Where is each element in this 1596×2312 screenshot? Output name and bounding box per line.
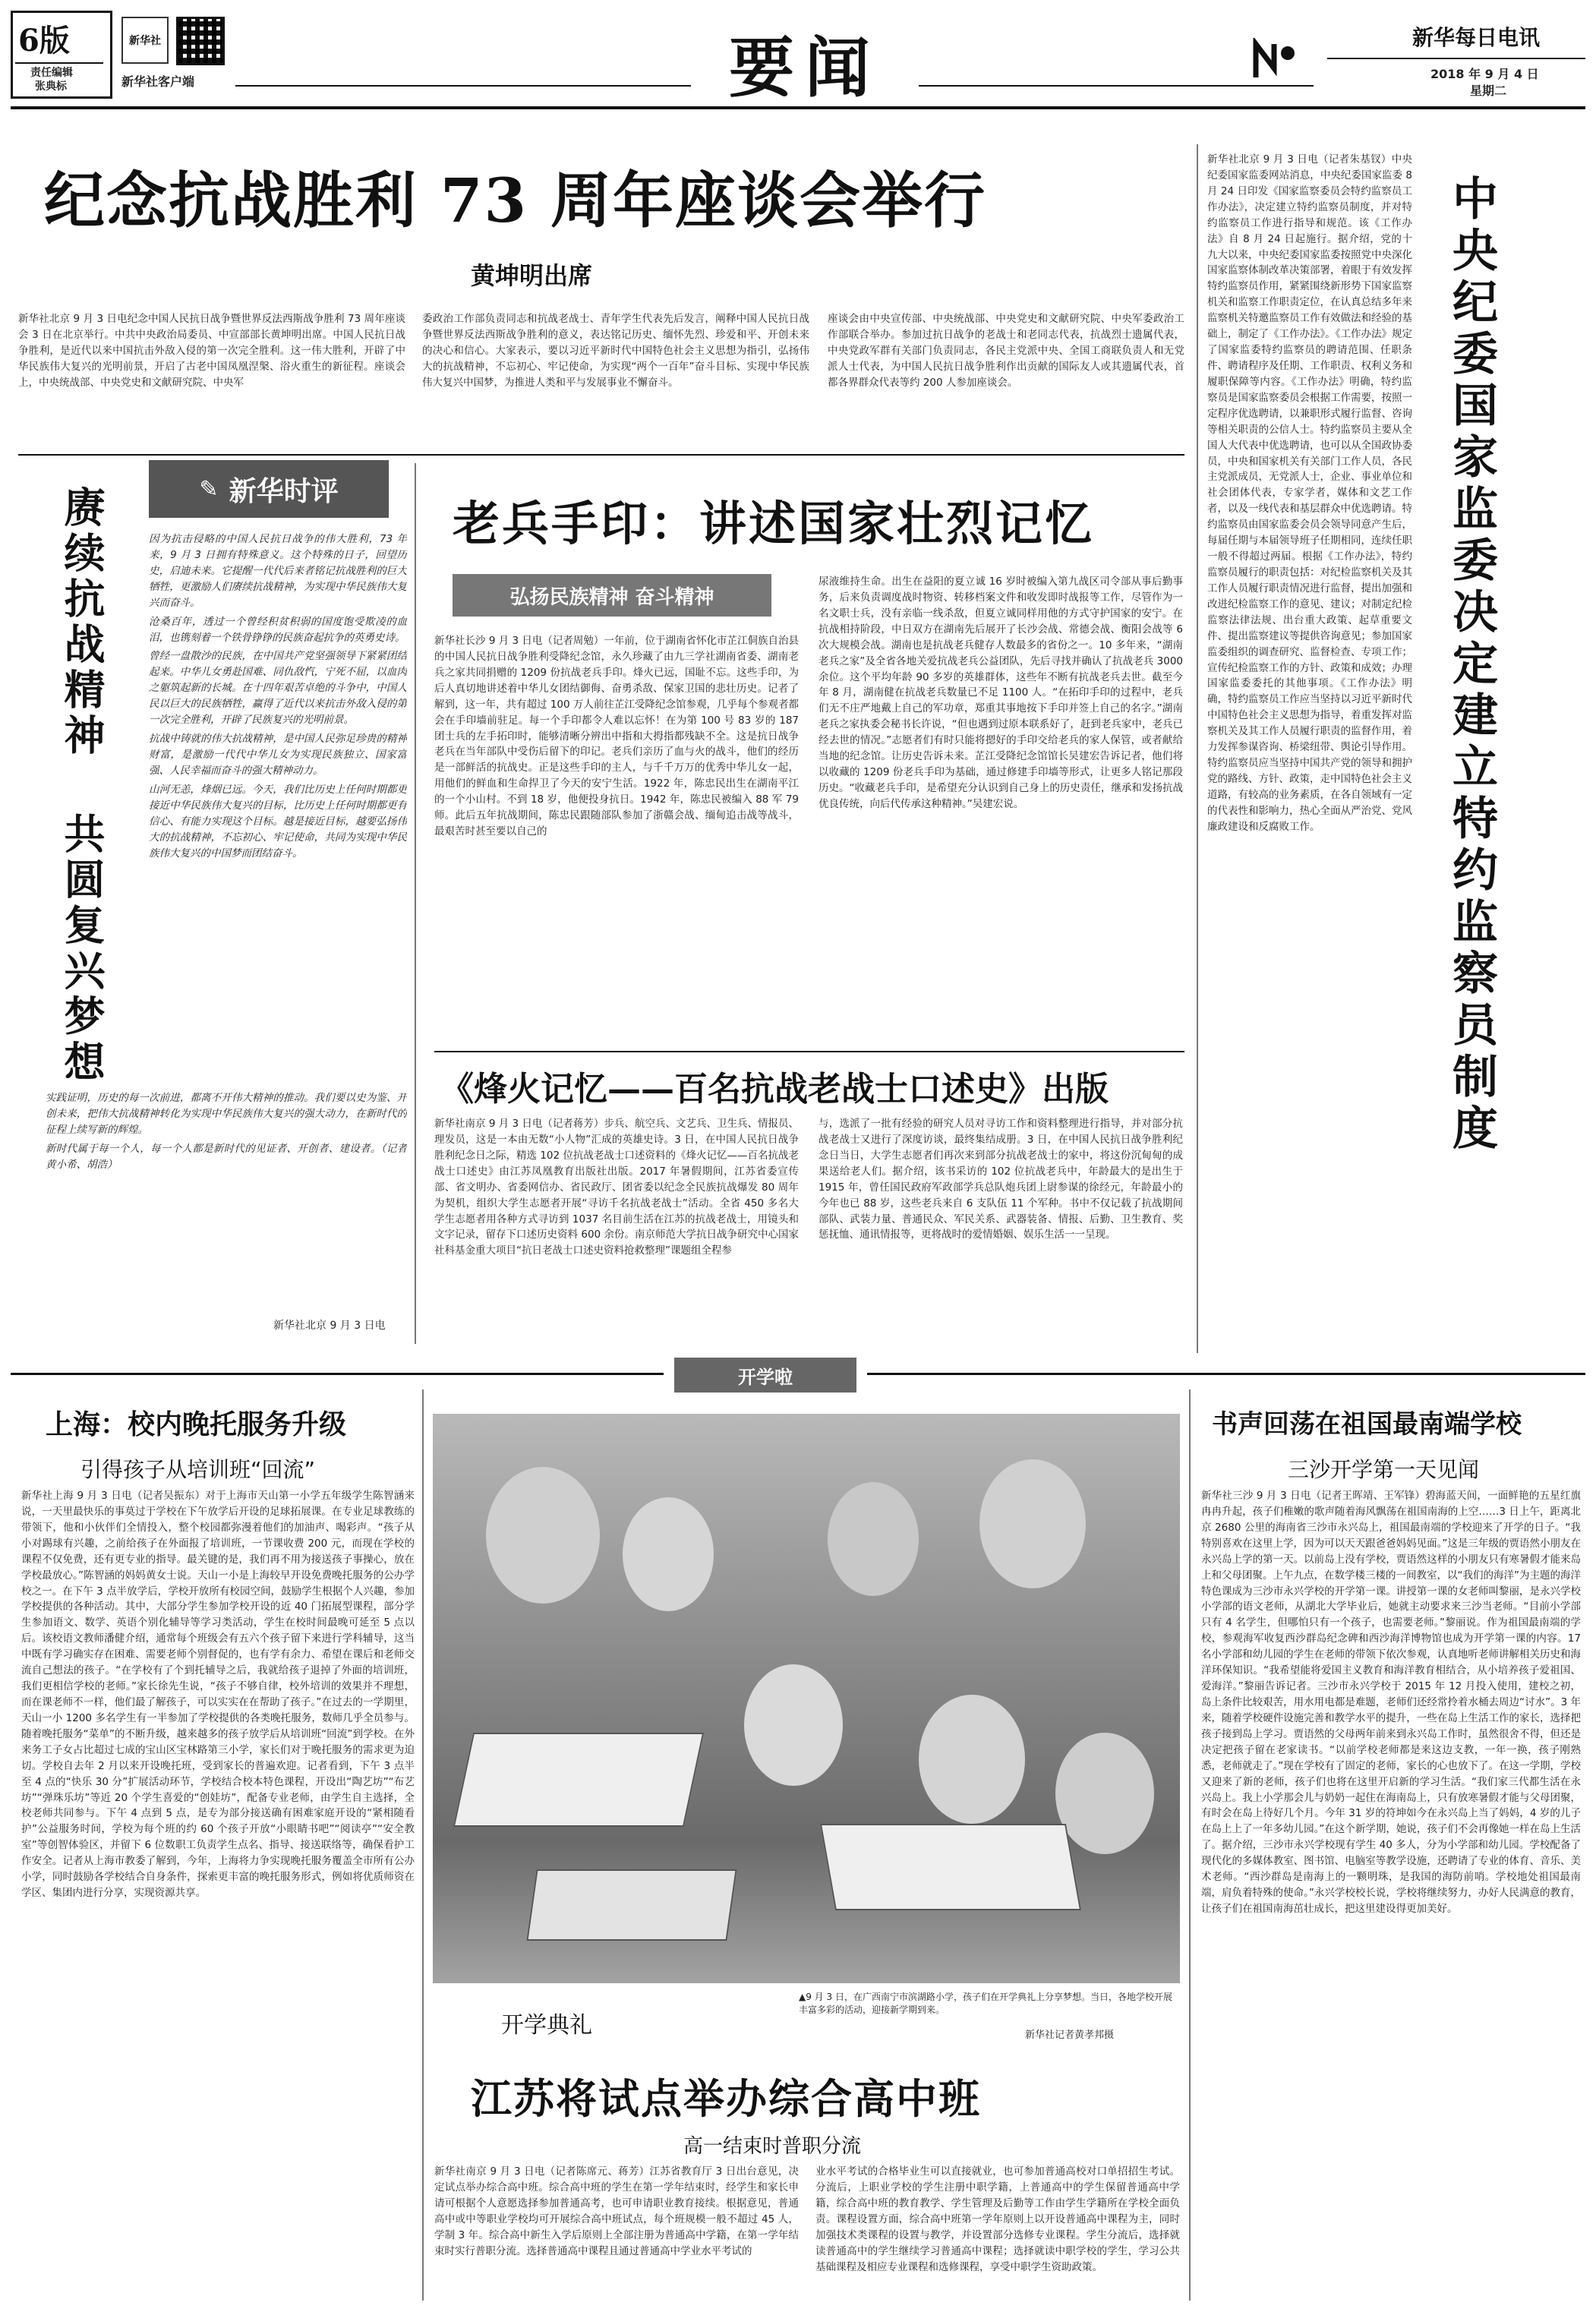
handprint-kicker: [453, 574, 771, 617]
lead-column-3: 座谈会由中央宣传部、中央统战部、中央党史和文献研究院、中央军委政治工作部联合举办。参加过抗日战争的老战士和老同志代表，抗战烈士遗属代表，中央党政军群有关部门负责同志，各民主党派中央、全国工商联负责人和无党派人士代表，为中国人民抗日战争胜利作出贡献的国际友人或其遗属代表，首都各界群众代表等约 200 人参加座谈会。: [828, 313, 1184, 389]
commentary-paragraph: 山河无恙，烽烟已远。今天，我们比历史上任何时期都更接近中华民族伟大复兴的目标，比历史上任何时期都更有信心、有能力实现这个目标。越是接近目标，越要弘扬伟大的抗战精神，不忘初心、牢记使命，共同为实现中华民族伟大复兴的中国梦而团结奋斗。: [149, 783, 407, 860]
shanghai-headline: 上海：校内晚托服务升级: [46, 1409, 347, 1440]
lead-subhead: 黄坤明出席: [471, 261, 593, 290]
photo-credit: 新华社记者黄孝邦摄: [1025, 2030, 1115, 2041]
commentary-paragraph: 实践证明，历史的每一次前进，都离不开伟大精神的推动。我们要以史为鉴、开创未来，把伟大抗战精神转化为实现中华民族伟大复兴的强大动力，在新时代的征程上续写新的辉煌。: [46, 1092, 407, 1136]
paper-boat-model: [526, 1869, 736, 1941]
jiangsu-headline: 江苏将试点举办综合高中班: [471, 2074, 981, 2123]
sansha-subhead: 三沙开学第一天见闻: [1288, 1457, 1480, 1482]
shanghai-body: 新华社上海 9 月 3 日电（记者吴振东）对于上海市天山第一小学五年级学生陈智涵来说，一天里最快乐的事莫过于学校在下午放学后开设的足球拓展课。在专业足球教练的带领下，他和小伙伴们全情投入，整个校园都弥漫着他们的加油声、喝彩声。“孩子从小对踢球有兴趣，之前给孩子在外面报了培训班，一节课收费 200 元，而现在学校的课程不仅免费，还有更专业的指导。最关键的是，我们再不用为接送孩子事操心，放在学校最放心。”陈智涵的妈妈黄女士说。天山一小是上海较早开设免费晚托服务的公办学校之一。在下午 3 点半放学后，学校开放所有校园空间，鼓励学生根据个人兴趣，参加学校提供的各种活动。其中，大部分学生参加学校开设的近 40 门拓展型课程，部分学生参加语文、数学、英语个别化辅导等学习类活动，学生在校时间最晚可延至 5 点以后。该校语文教师潘健介绍，通常每个班级会有五六个孩子留下来进行学科辅导，这当中既有学习确实存在困难、需要老师个别督促的，也有学有余力、希望在课后和老师交流自己想法的孩子。“在学校有了个到托辅导之后，我就给孩子退掉了外面的培训班，我们更相信学校的老师。”家长徐先生说，“孩子不够自律，校外培训的效果并不理想，而在课老师不一样，他们最了解孩子，可以实实在在帮助了孩子。”在过去的一学期里，天山一小 1200 多名学生有一半参加了学校提供的各类晚托服务，数师几乎全员参与。随着晚托服务“菜单”的不断升级，越来越多的孩子放学后从培训班“回流”到学校。在外来务工子女占比超过七成的宝山区宝林路第三小学，家长们对于晚托服务的需求更为迫切。学校自去年 2 月以来开设晚托班，受到家长的普遍欢迎。记者看到，下午 3 点半至 4 点的“快乐 30 分”扩展活动环节，学校结合校本特色课程，开设出“陶艺坊”“布艺坊”“弹珠乐坊”等近 20 个学生喜爱的“创娃坊”，配备专业老师，由学生自主选择，全校老师共同参与。下午 4 点到 5 点，是专为部分接送确有困难家庭开设的“紧相随看护”公益服务时间，学校为每个班的约 60 个孩子开放“小眼睛书吧”“阅读亭”“安全教室”等创智体验区，并留下 6 位数职工负责学生点名、指导、接送联络等，确保看护工作安全。记者从上海市教委了解到，今年，上海将力争实现晚托服务覆盖全市所有公办小学，同时鼓励各学校结合自身条件，探索更丰富的晚托服务形式，例如将优质师资在学区、集团内进行分享，实现资源共享。: [21, 1490, 415, 1900]
supervisor-vertical-title: 中央纪委国家监委决定建立特约监察员制度: [1445, 175, 1498, 1156]
masthead-date-line: [1327, 58, 1585, 59]
shanghai-column-rule: [422, 1389, 424, 2301]
book-column-2: 与，选派了一批有经验的研究人员对寻访工作和资料整理进行指导，并对部分抗战老战士又进行了深度访谈，最终集结成册。3 日，在中国人民抗日战争胜利纪念日当日，大学生志愿者们再次来到部分抗战老战士的家中，将这份沉甸甸的成果送给老人们。据介绍，该书采访的 102 位抗战老兵中，年龄最大的是出生于 1915 年，曾任国民政府军政部学兵总队炮兵团上尉参谋的徐经元，年龄最小的今年也已 88 岁，这些老兵来自 6 支队伍 11 个军种。书中不仅记载了抗战期间部队、武装力量、普通民众、军民关系、武器装备、情报、后勤、卫生教育、奖惩抚恤、通讯情报等，更将战时的爱情婚姻、娱乐生活一一呈现。: [819, 1118, 1183, 1241]
commentary-dateline: 新华社北京 9 月 3 日电: [273, 1320, 386, 1332]
photo-child-face: [1055, 1733, 1154, 1854]
commentary-paragraph: 曾经一盘散沙的民族，在中国共产党坚强领导下紧紧团结起来。中华儿女勇赴国难、同仇敌忾，宁死不屈，以血肉之躯筑起新的长城。在十四年艰苦卓绝的斗争中，中国人民以巨大的民族牺牲，赢得了近代以来抗击外敌入侵的第一次完全胜利，开辟了民族复兴的光明前景。: [149, 650, 407, 727]
sansha-body: 新华社三沙 9 月 3 日电（记者王晖靖、王军锋）碧海蓝天间，一面鲜艳的五星红旗冉冉升起，孩子们稚嫩的歌声随着海风飘荡在祖国南海的上空……3 日上午，距离北京 2680 公里的海南省三沙市永兴岛上，祖国最南端的学校迎来了开学的日子。“我特别喜欢在这里上学，因为可以天天跟爸爸妈妈见面。”这是三年级的贾语然小朋友在永兴岛上学的第一天。以前岛上没有学校，贾语然这样的小朋友只有寒暑假才能来岛上和父母团聚。上午九点，在数学楼三楼的一间教室，以“我们的海洋”为主题的海洋特色课成为三沙市永兴学校的开学第一课。讲授第一课的女老师叫黎丽，是永兴学校小学部的语文老师，从湖北大学毕业后，她就主动要求来三沙当老师。“目前小学部只有 4 名学生，但哪怕只有一个孩子，也需要老师。”黎丽说。作为祖国最南端的学校，参观海军收复西沙群岛纪念碑和西沙海洋博物馆也成为开学第一课的内容。17 名小学部和幼儿园的学生在老师的带领下依次参观，认真地听老师讲解相关历史和海洋环保知识。“我希望能将爱国主义教育和海洋教育相结合，从小培养孩子爱祖国、爱海洋。”黎丽告诉记者。三沙市永兴学校于 2015 年 12 月投入使用，建校之初，岛上条件比较艰苦，用水用电都是难题，老师们还经常拎着水桶去周边“讨水”。3 年来，随着学校硬件设施完善和教学水平的提升，一些在岛上生活工作的家长，选择把孩子接到岛上学习。贾语然的父母两年前来到永兴岛工作时，虽然很舍不得，但还是决定把孩子留在老家读书。“以前学校老师都是来这边支教，一年一换，孩子刚熟悉，老师就走了。”现在学校有了固定的老师，家长的心也放下了。在这一学期，学校又迎来了新的老师，孩子们也将在这里开启新的学习生活。“我们家三代都生活在永兴岛上。我上小学那会儿与奶奶一起住在海南岛上，只有放寒暑假才能与父母团聚，有时会在岛上待好几个月。今年 31 岁的符坤如今在永兴岛上当了妈妈，4 岁的儿子在岛上上了一年多幼儿园。”在这个新学期，她说，孩子们不会再像她一样在岛上生活了。据介绍，三沙市永兴学校现有学生 40 多人，分为小学部和幼儿园。学校配备了现代化的多媒体教室、图书馆、电脑室等教学设施，还聘请了专业的体育、音乐、美术老师。“西沙群岛是南海上的一颗明珠，是我国的海防前哨。学校地处祖国最南端，肩负着特殊的使命。”永兴学校校长说，学校将继续努力，办好人民满意的教育，让孩子们在祖国南海茁壮成长，把这里建设得更加美好。: [1201, 1490, 1581, 1915]
handprint-column-1: 新华社长沙 9 月 3 日电（记者周勉）一年前，位于湖南省怀化市芷江侗族自治县的中国人民抗日战争胜利受降纪念馆，永久珍藏了由九三学社湖南省委、湖南老兵之家共同捐赠的 1209 份抗战老兵手印。烽火已远，国耻不忘。这些手印，为后人真切地讲述着中华儿女团结御侮、奋勇杀敌、保家卫国的悲壮历史。记者了解到，这一年，共有超过 100 万人前往芷江受降纪念馆参观，几乎每个参观者都会在手印墙前驻足。每一个手印都令人难以忘怀！在为第 100 号 83 岁的 187 团士兵的左手拓印时，能够清晰分辨出中指和大拇指都残缺不全。这是抗日战争老兵在当年部队中受伤后留下的印记。老兵们亲历了血与火的战斗，他们的经历是一部鲜活的抗战史。正是这些手印的主人，与千千万万的优秀中华儿女一起，用他们的鲜血和生命捍卫了今天的安宁生活。1922 年，陈忠民出生在湖南平江的一个小山村。不到 18 岁，他便投身抗日。1942 年，陈忠民被编入 88 军 79 师。此后五年抗战期间，陈忠民跟随部队参加了浙赣会战、缅甸追击战等战斗，最艰苦时甚至要以自己的: [434, 635, 799, 838]
lead-bottom-rule: [18, 454, 1184, 456]
handprint-bottom-rule: [434, 1051, 1184, 1052]
jiangsu-column-1: 新华社南京 9 月 3 日电（记者陈席元、蒋芳）江苏省教育厅 3 日出台意见，决定试点举办综合高中班。综合高中班的学生在第一学年结束时，经学生和家长申请可根据个人意愿选择参加普通高考，也可申请职业教育接续。根据意见，普通高中或中等职业学校均可开展综合高中班试点，每个班规模一般不超过 45 人，学制 3 年。综合高中新生入学后原则上全部注册为普通高中学籍，在第一学年结束时实行普职分流。选择普通高中课程且通过普通高中学业水平考试的: [434, 2165, 799, 2257]
sansha-column-rule: [1189, 1389, 1191, 2301]
jiangsu-column-2: 业水平考试的合格毕业生可以直接就业，也可参加普通高校对口单招招生考试。分流后，上职业学校的学生注册中职学籍，上普通高中的学生保留普通高中学籍，综合高中班的教育教学、学生管理及后勤等工作由学生学籍所在学校全面负责。课程设置方面，综合高中班第一学年原则上以开设普通高中课程为主，同时加强技术类课程的设置与教学，并设置部分选修专业课程。学生分流后，选择就读普通高中的学生继续学习普通高中课程；选择就读中职学校的学生，学习公共基础课程及相应专业课程和选修课程，享受中职学生资助政策。: [815, 2165, 1180, 2273]
school-section-tag: [674, 1358, 856, 1393]
masthead-bottom-rule: [11, 106, 1585, 109]
masthead-line-left: [235, 85, 691, 87]
school-section-tag-label: 开学啦: [738, 1366, 793, 1388]
school-section-rule-right: [867, 1373, 1585, 1375]
issue-date: 2018 年 9 月 4 日: [1430, 67, 1539, 81]
book-column-1: 新华社南京 9 月 3 日电（记者蒋芳）步兵、航空兵、文艺兵、卫生兵、情报员、理发员，这是一本由无数“小人物”汇成的英雄史诗。3 日，在中国人民抗日战争胜利纪念日之际，精选 102 位抗战老战士口述资料的《烽火记忆——百名抗战老战士口述史》由江苏凤凰教育出版社出版。2017 年暑假期间，江苏省委宣传部、省文明办、省委网信办、省民政厅、团省委以纪念全民族抗战爆发 80 周年为契机，组织大学生志愿者开展“寻访千名抗战老战士”活动。全省 450 多名大学生志愿者用各种方式寻访到 1037 名目前生活在江苏的抗战老战士，用镜头和文字记录，留存下口述历史资料 600 余份。南京师范大学抗日战争研究中心国家社科基金重大项目“抗日老战士口述史资料抢救整理”课题组全程参: [434, 1118, 799, 1257]
paper-boat-model: [453, 1733, 704, 1827]
jiangsu-subhead: 高一结束时普职分流: [683, 2135, 862, 2158]
book-headline: 《烽火记忆——百名抗战老战士口述史》出版: [440, 1070, 1109, 1109]
issue-weekday: 星期二: [1470, 84, 1507, 98]
masthead-line-right: [919, 85, 1314, 87]
photo-child-face: [979, 1459, 1086, 1588]
agency-logo-text: 新华社: [129, 35, 161, 47]
lead-column-1: 新华社北京 9 月 3 日电纪念中国人民抗日战争暨世界反法西斯战争胜利 73 周年座谈会 3 日在北京举行。中共中央政治局委员、中宣部部长黄坤明出席。中国人民抗日战争胜利，是近代以来中国抗击外敌入侵的第一次完全胜利。这一伟大胜利，开辟了中华民族伟大复兴的光明前景，开启了古老中国凤凰涅槃、浴火重生的新征程。座谈会上，中央统战部、中央党史和文献研究院、中央军: [18, 313, 405, 389]
sansha-headline: 书声回荡在祖国最南端学校: [1212, 1409, 1522, 1440]
photo-child-face: [828, 1482, 919, 1596]
paper-boat-model: [820, 1824, 1081, 1910]
client-label: 新华社客户端: [121, 74, 195, 89]
photo-child-face: [744, 1664, 843, 1786]
photo-child-face: [919, 1695, 1025, 1824]
commentary-paragraph: 因为抗击侵略的中国人民抗日战争的伟大胜利，73 年来，9 月 3 日拥有特殊意义。这个特殊的日子，回望历史，启迪未来。它提醒一代代后来者铭记抗战胜利的巨大牺牲，更激励人们赓续抗战精神，为实现中华民族伟大复兴而奋斗。: [149, 533, 407, 609]
paper-name: 新华每日电讯: [1412, 25, 1541, 50]
commentary-tag: [149, 460, 389, 518]
handprint-column-2: 尿液维持生命。出生在益阳的夏立诚 16 岁时被编入第九战区司令部从事后勤事务，后来负责调度战时物资、转移档案文件和收发即时战报等工作，尽管作为一名文职士兵，没有亲临一线杀敌，但夏立诚同样用他的方式守护国家的安宁。在抗战相持阶段，中日双方在湖南先后展开了长沙会战、常德会战、衡阳会战等 6 次大规模会战。湖南也是抗战老兵健存人数最多的省份之一。10 多年来，“湖南老兵之家”及全省各地关爱抗战老兵公益团队，先后寻找并确认了抗战老兵 3000 余位。这个平均年龄 90 多岁的英雄群体，这些年不断有抗战老兵去世。截至今年 8 月，湖南健在抗战老兵数量已不足 1100 人。“在拓印手印的过程中，老兵们无不庄严地戴上自己的军功章，郑重其事地按下手印并签上自己的名字。”湖南老兵之家执委会秘书长许说，“但也遇到过原本联系好了，赶到老兵家中，老兵已经去世的情况。”志愿者们有时只能将摁好的手印交给老兵的家人保管，或者献给当地的纪念馆。让历史告诉未来。芷江受降纪念馆馆长吴建宏告诉记者，他们将以收藏的 1209 份老兵手印为基础，通过修建手印墙等形式，让更多人铭记那段历史。“收藏老兵手印，是希望充分认识到自己身上的历史责任，继承和发扬抗战优良传统，向后代传承这种精神。”吴建宏说。: [819, 576, 1183, 810]
commentary-title-1: 赓续抗战精神: [58, 486, 106, 759]
editor-label: 责任编辑: [30, 67, 73, 79]
handprint-headline: 老兵手印：讲述国家壮烈记忆: [453, 496, 1095, 551]
commentary-column-rule: [415, 463, 416, 1344]
edition-number: 6版: [18, 23, 70, 58]
editor-name: 张典标: [35, 80, 67, 93]
photo-caption-title: 开学典礼: [501, 2012, 592, 2039]
handprint-kicker-label: 弘扬民族精神 奋斗精神: [509, 585, 714, 609]
commentary-paragraph: 新时代属于每一个人，每一个人都是新时代的见证者、开创者、建设者。（记者黄小希、胡浩）: [46, 1142, 407, 1171]
lead-column-2: 委政治工作部负责同志和抗战老战士、青年学生代表先后发言，阐释中国人民抗日战争暨世界反法西斯战争胜利的意义，表达铭记历史、缅怀先烈、珍爱和平、开创未来的决心和信心。大家表示，要以习近平新时代中国特色社会主义思想为指引，弘扬伟大的抗战精神，不忘初心、牢记使命，为实现“两个一百年”奋斗目标、实现中华民族伟大复兴中国梦，为推进人类和平与发展事业不懈奋斗。: [422, 313, 809, 389]
school-opening-photo: [433, 1414, 1180, 1983]
edition-divider: [15, 62, 103, 64]
commentary-paragraph: 沧桑百年，透过一个曾经积贫积弱的国度饱受欺凌的血泪，也镌刻着一个铁骨铮铮的民族奋起抗争的英勇史诗。: [149, 615, 407, 644]
lead-headline: 纪念抗战胜利 73 周年座谈会举行: [44, 165, 987, 236]
supervisor-column-rule: [1197, 144, 1198, 1353]
photo-child-face: [623, 1497, 714, 1611]
news-logo-icon: [1253, 38, 1301, 82]
photo-caption-text: ▲9 月 3 日，在广西南宁市滨湖路小学，孩子们在开学典礼上分享梦想。当日，各地学校开展丰富多彩的活动，迎接新学期到来。: [799, 1992, 1172, 2016]
commentary-title-2: 共圆复兴梦想: [58, 812, 106, 1086]
shanghai-subhead: 引得孩子从培训班“回流”: [80, 1457, 316, 1482]
photo-child-face: [486, 1467, 600, 1604]
section-title: 要闻: [729, 30, 881, 106]
commentary-tag-label: 新华时评: [229, 475, 339, 507]
qr-code-icon: [176, 17, 225, 65]
school-section-rule-left: [11, 1373, 664, 1375]
xinhua-agency-logo: [121, 17, 169, 64]
commentary-pen-icon: ✎: [199, 475, 219, 503]
supervisor-body: 新华社北京 9 月 3 日电（记者朱基钗）中央纪委国家监委网站消息，中央纪委国家监委 8 月 24 日印发《国家监察委员会特约监察员工作办法》，决定建立特约监察员制度，并对特约监察员工作进行指导和规范。该《工作办法》自 8 月 24 日起施行。据介绍，党的十九大以来，中央纪委国家监委按照党中央深化国家监察体制改革决策部署，着眼于有效发挥特约监察员作用，紧紧围绕新形势下国家监察机关和监察工作职责定位，在认真总结多年来监察机关特邀监察员工作有效做法和经验的基础上，制定了《工作办法》。《工作办法》规定了国家监委特约监察员的聘请范围、任职条件、聘请程序及任期、工作职责、权利义务和履职保障等内容。《工作办法》明确，特约监察员是国家监察委员会根据工作需要，按照一定程序优选聘请，以兼职形式履行监督、咨询等相关职责的公信人士。特约监察员主要从全国人大代表中优选聘请，也可以从全国政协委员，中央和国家机关有关部门工作人员，各民主党派成员，无党派人士，企业、事业单位和社会团体代表，专家学者，媒体和文艺工作者，以及一线代表和基层群众中优选聘请。特约监察员由国家监委会员会领导同意产生后，每届任期与本届领导班子任期相同，连续任职一般不得超过两届。根据《工作办法》，特约监察员履行的职责包括：对纪检监察机关及其工作人员履行职责情况进行监督，提出加强和改进纪检监察工作的意见、建议；对制定纪检监察法律法规、出台重大政策、起草重要文件、提出监察建议等提供咨询意见；参加国家监委组织的调查研究、监督检查、专项工作；宣传纪检监察工作的方针、政策和成效；办理国家监委委托的其他事项。《工作办法》明确，特约监察员工作应当坚持以习近平新时代中国特色社会主义思想为指导，着重发挥对监察机关及其工作人员履行职责的监督作用，着力发挥参谋咨询、桥梁纽带、舆论引导作用。特约监察员应当坚持中国共产党的领导和拥护党的路线、方针、政策，走中国特色社会主义道路，有较高的业务素质，在各自领域有一定的代表性和影响力，热心全面从严治党、党风廉政建设和反腐败工作。: [1207, 153, 1412, 833]
commentary-body-wide: [46, 1090, 407, 1311]
commentary-paragraph: 抗战中铸就的伟大抗战精神，是中国人民弥足珍贵的精神财富，是激励一代代中华儿女为实现民族独立、国家富强、人民幸福而奋斗的强大精神动力。: [149, 733, 407, 777]
